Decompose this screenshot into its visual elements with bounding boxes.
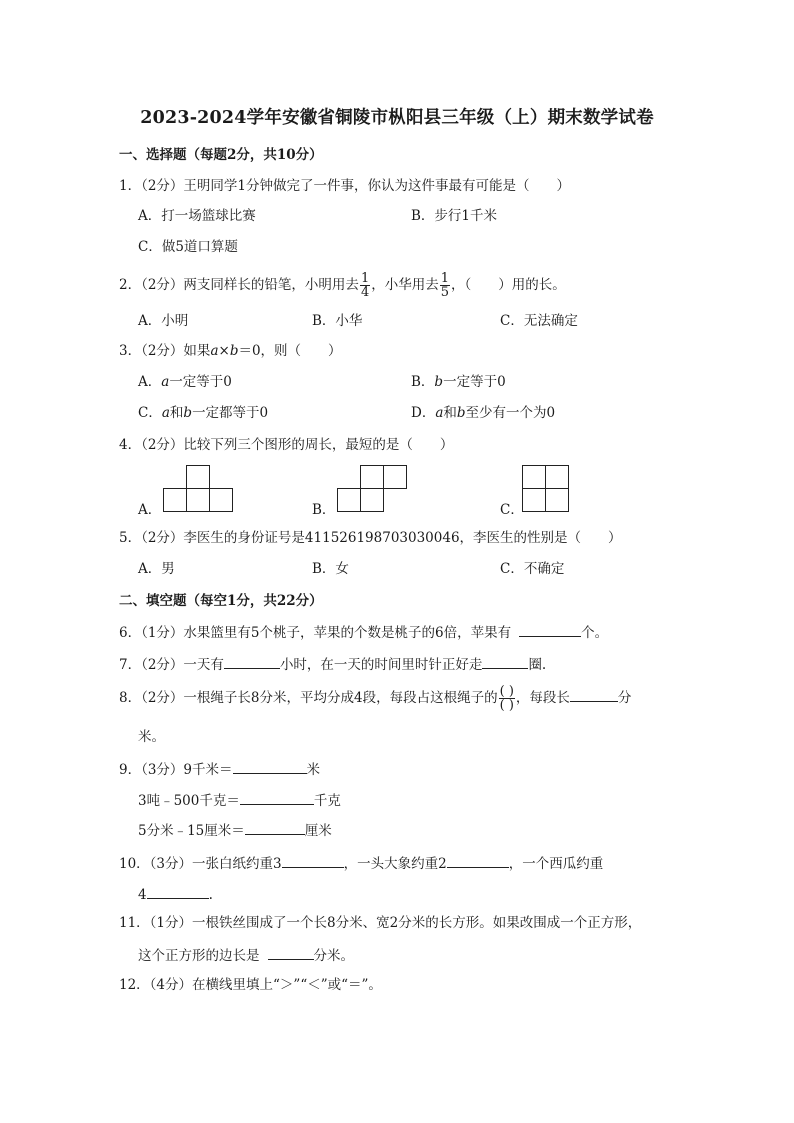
fraction-numerator: 1 bbox=[440, 271, 449, 286]
conversion-unit: 米 bbox=[306, 762, 321, 778]
question-10-line-1 bbox=[119, 853, 603, 873]
fraction-one-fifth bbox=[440, 272, 450, 299]
question-3-option-d bbox=[411, 404, 555, 422]
conversion-left: 5分米﹣15厘米＝ bbox=[138, 823, 245, 839]
shape-cell bbox=[546, 489, 569, 512]
question-5-option-b: B．女 bbox=[312, 561, 349, 577]
option-label: B． bbox=[411, 374, 435, 390]
shape-cell bbox=[361, 489, 384, 512]
variable-b: b bbox=[434, 374, 444, 390]
shape-b-grid bbox=[337, 464, 409, 514]
question-7-prefix: 7．（2分）一天有 bbox=[119, 657, 224, 673]
question-4-stem: 4．（2分）比较下列三个图形的周长，最短的是（ ） bbox=[119, 437, 454, 453]
question-5-option-c: C．不确定 bbox=[500, 561, 565, 577]
question-10-part: 4 bbox=[138, 887, 147, 903]
option-text: 一定都等于0 bbox=[192, 405, 269, 421]
question-8-continuation: 米。 bbox=[138, 729, 165, 745]
question-8-suffix: 分 bbox=[617, 690, 632, 706]
answer-blank[interactable] bbox=[240, 790, 314, 805]
shape-cell bbox=[361, 466, 384, 489]
variable-a: a bbox=[161, 374, 170, 390]
question-6-stem bbox=[119, 622, 608, 642]
variable-b: b bbox=[456, 405, 466, 421]
question-11-part: 分米。 bbox=[313, 948, 354, 964]
answer-blank[interactable] bbox=[224, 654, 280, 669]
answer-blank[interactable] bbox=[447, 853, 509, 868]
question-3-stem bbox=[119, 342, 342, 360]
question-7-stem bbox=[119, 654, 546, 674]
question-2-suffix: ，（ ）用的长。 bbox=[451, 277, 566, 293]
fraction-one-quarter bbox=[360, 272, 370, 299]
shape-cell bbox=[523, 489, 546, 512]
answer-blank[interactable] bbox=[245, 820, 305, 835]
option-label: C． bbox=[138, 405, 162, 421]
option-text: 一定等于0 bbox=[169, 374, 232, 390]
question-10-line-2 bbox=[138, 884, 213, 904]
question-8-mid: ，每段长 bbox=[515, 690, 570, 706]
option-text: 和 bbox=[169, 405, 184, 421]
question-9-line-3 bbox=[138, 820, 332, 840]
answer-blank[interactable] bbox=[268, 945, 314, 960]
option-text: 至少有一个为0 bbox=[465, 405, 556, 421]
answer-blank[interactable] bbox=[282, 853, 344, 868]
option-text: 和 bbox=[443, 405, 457, 421]
question-8-prefix: 8．（2分）一根绳子长8分米，平均分成4段，每段占这根绳子的 bbox=[119, 690, 498, 706]
question-5-option-a: A．男 bbox=[138, 561, 175, 577]
variable-b: b bbox=[229, 343, 239, 359]
question-1-option-c: C．做5道口算题 bbox=[138, 239, 238, 255]
question-11-part: 这个正方形的边长是 bbox=[138, 948, 260, 964]
question-2-option-a: A．小明 bbox=[138, 313, 189, 329]
question-7-suffix: 圈. bbox=[528, 657, 547, 673]
question-2-prefix: 2．（2分）两支同样长的铅笔，小明用去 bbox=[119, 277, 359, 293]
question-7-mid: 小时，在一天的时间里时针正好走 bbox=[279, 657, 483, 673]
shape-cell bbox=[338, 489, 361, 512]
answer-blank[interactable] bbox=[147, 884, 209, 899]
fraction-denominator: 4 bbox=[360, 285, 370, 300]
question-11-line-1: 11．（1分）一根铁丝围成了一个长8分米、宽2分米的长方形。如果改围成一个正方形， bbox=[119, 915, 642, 931]
question-2-option-c: C．无法确定 bbox=[500, 313, 578, 329]
fraction-denominator: 5 bbox=[440, 285, 449, 300]
question-1-stem: 1．（2分）王明同学1分钟做完了一件事，你认为这件事最有可能是（ ） bbox=[119, 178, 571, 194]
variable-a: a bbox=[435, 405, 444, 421]
option-label: A． bbox=[138, 374, 162, 390]
answer-blank[interactable] bbox=[233, 759, 307, 774]
question-12-stem: 12．（4分）在横线里填上“＞”“＜”或“＝”。 bbox=[119, 977, 382, 993]
question-10-part: 10．（3分）一张白纸约重3 bbox=[119, 856, 282, 872]
shape-cell bbox=[210, 489, 233, 512]
question-5-stem: 5．（2分）李医生的身份证号是411526198703030046，李医生的性别是（ ） bbox=[119, 530, 622, 546]
shape-cell bbox=[523, 466, 546, 489]
shape-cell bbox=[187, 466, 210, 489]
shape-cell bbox=[187, 489, 210, 512]
question-9-line-2 bbox=[138, 790, 341, 810]
shape-c-grid bbox=[522, 464, 572, 514]
fraction-denominator: ( ) bbox=[499, 698, 514, 713]
question-8-stem bbox=[119, 684, 631, 712]
variable-b: b bbox=[183, 405, 193, 421]
answer-blank[interactable] bbox=[519, 622, 581, 637]
question-2-mid: ，小华用去 bbox=[371, 277, 439, 293]
question-3-suffix: ＝0，则（ ） bbox=[238, 343, 342, 359]
question-6-suffix: 个。 bbox=[581, 625, 609, 641]
question-2-option-b: B．小华 bbox=[312, 313, 363, 329]
question-11-line-2 bbox=[138, 945, 354, 965]
conversion-left: 3吨﹣500千克＝ bbox=[138, 793, 240, 809]
shape-cell bbox=[384, 466, 407, 489]
shape-cell bbox=[164, 489, 187, 512]
question-2-stem bbox=[119, 272, 566, 299]
question-3-prefix: 3．（2分）如果 bbox=[119, 343, 211, 359]
question-10-part: ，一头大象约重2 bbox=[343, 856, 447, 872]
question-1-option-a: A．打一场篮球比赛 bbox=[138, 208, 256, 224]
answer-blank[interactable] bbox=[482, 654, 528, 669]
variable-a: a bbox=[161, 405, 170, 421]
conversion-unit: 厘米 bbox=[304, 823, 332, 839]
times-sign: × bbox=[218, 343, 230, 359]
question-4-option-b: B． bbox=[312, 502, 336, 518]
page-title: 2023-2024学年安徽省铜陵市枞阳县三年级（上）期末数学试卷 bbox=[140, 108, 654, 128]
question-6-prefix: 6．（1分）水果篮里有5个桃子，苹果的个数是桃子的6倍，苹果有 bbox=[119, 625, 512, 641]
fraction-numerator: 1 bbox=[360, 271, 370, 286]
option-text: 一定等于0 bbox=[443, 374, 506, 390]
question-3-option-a bbox=[138, 373, 232, 391]
question-3-option-b bbox=[411, 373, 506, 391]
variable-a: a bbox=[210, 343, 219, 359]
question-3-option-c bbox=[138, 404, 268, 422]
option-label: D． bbox=[411, 405, 436, 421]
fraction-numerator: ( ) bbox=[499, 684, 514, 699]
question-9-line-1 bbox=[119, 759, 320, 779]
conversion-unit: 千克 bbox=[313, 793, 341, 809]
conversion-left: 9．（3分）9千米＝ bbox=[119, 762, 233, 778]
question-4-option-a: A． bbox=[138, 502, 162, 518]
shape-a-grid bbox=[163, 464, 235, 514]
question-1-option-b: B．步行1千米 bbox=[411, 208, 498, 224]
section-heading-fill: 二、填空题（每空1分，共22分） bbox=[119, 593, 323, 609]
question-10-part: . bbox=[208, 887, 213, 903]
question-10-part: ，一个西瓜约重 bbox=[508, 856, 604, 872]
question-4-option-c: C． bbox=[500, 502, 524, 518]
shape-cell bbox=[546, 466, 569, 489]
section-heading-choice: 一、选择题（每题2分，共10分） bbox=[119, 147, 323, 163]
answer-blank[interactable] bbox=[570, 687, 618, 702]
fraction-blank[interactable] bbox=[499, 685, 515, 712]
